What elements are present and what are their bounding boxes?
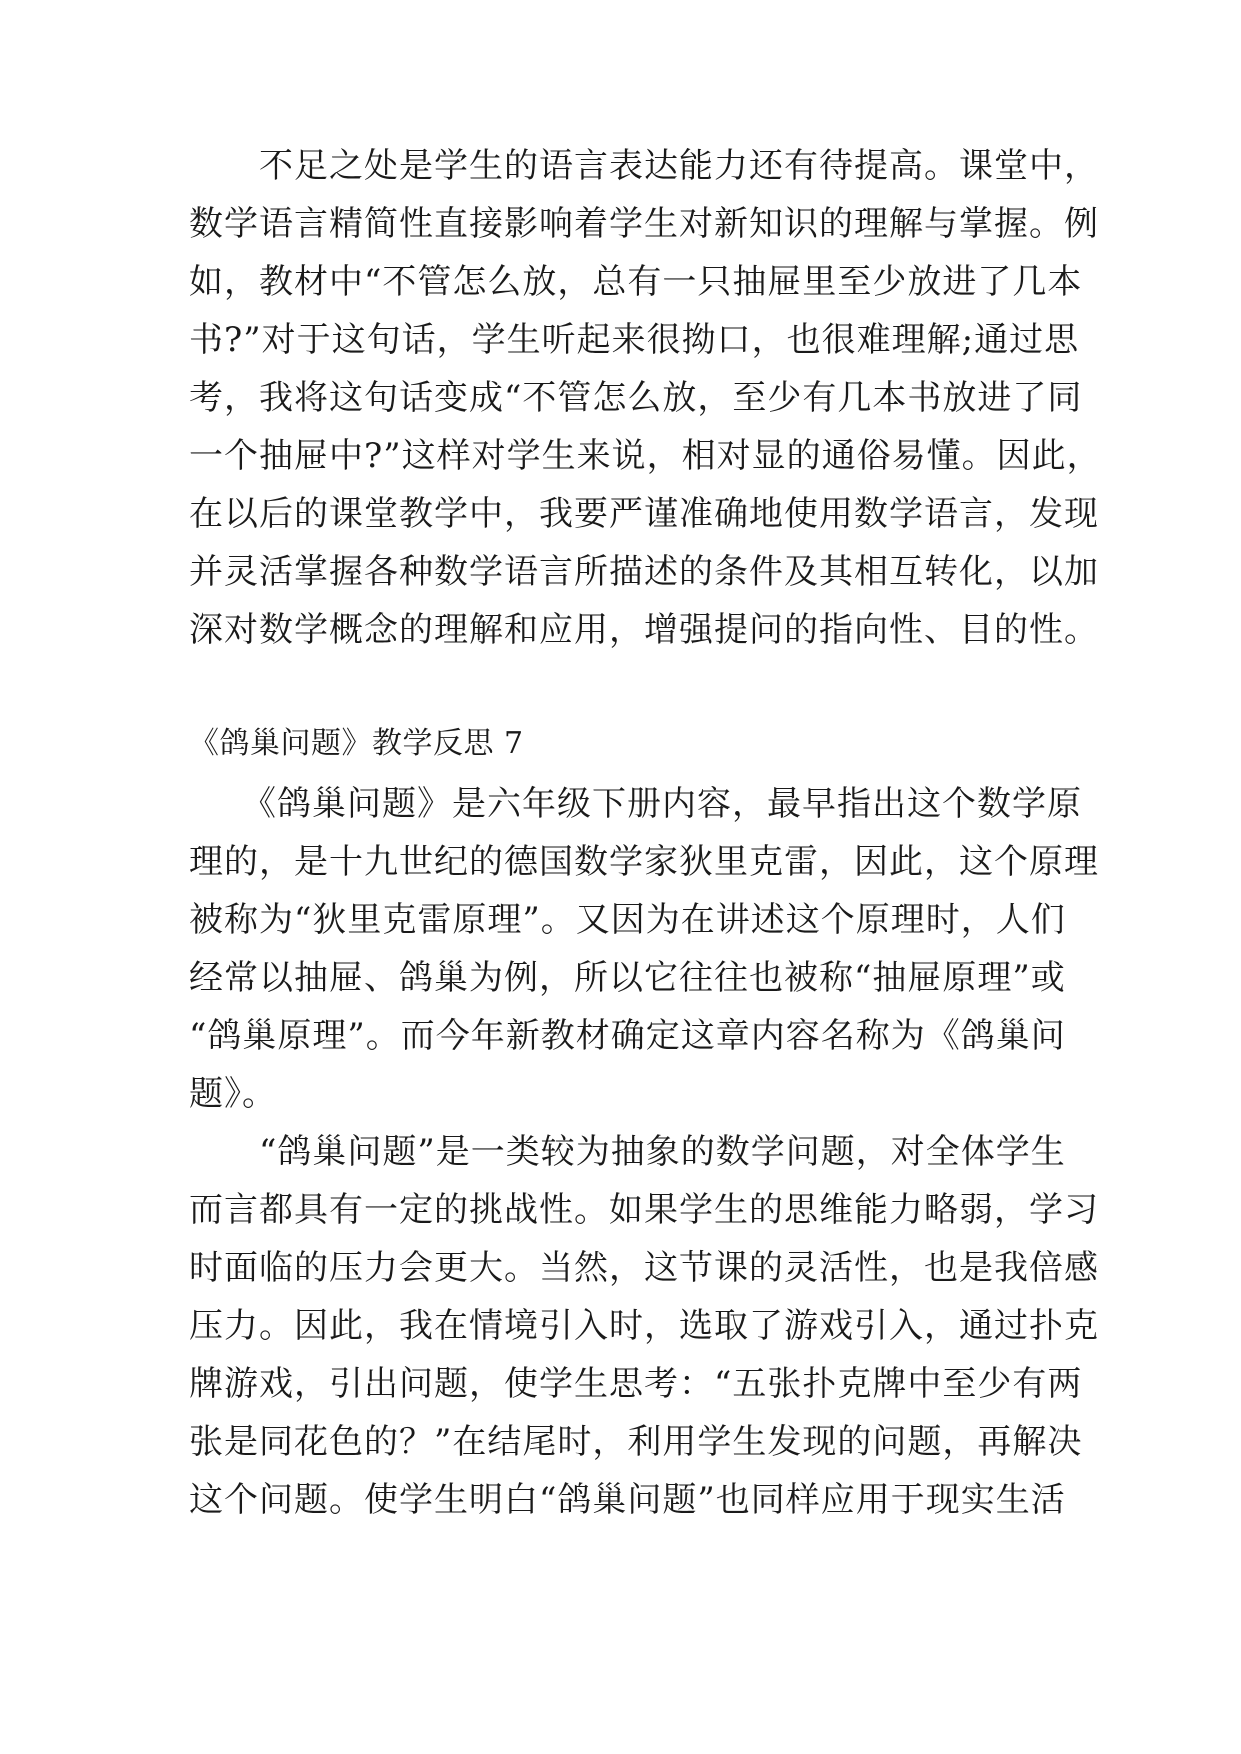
- text-line: 考，我将这句话变成“不管怎么放，至少有几本书放进了同: [189, 378, 1083, 418]
- section-title: 《鸽巢问题》教学反思 7: [189, 726, 524, 761]
- text-line: 时面临的压力会更大。当然，这节课的灵活性，也是我倍感: [189, 1248, 1099, 1288]
- text-line: 被称为“狄里克雷原理”。又因为在讲述这个原理时，人们: [189, 900, 1066, 940]
- text-line: 在以后的课堂教学中，我要严谨准确地使用数学语言，发现: [189, 494, 1099, 534]
- text-line: 数学语言精简性直接影响着学生对新知识的理解与掌握。例: [189, 204, 1099, 244]
- text-line: 深对数学概念的理解和应用，增强提问的指向性、目的性。: [189, 610, 1099, 650]
- text-line: 而言都具有一定的挑战性。如果学生的思维能力略弱，学习: [189, 1190, 1099, 1230]
- text-line: 这个问题。使学生明白“鸽巢问题”也同样应用于现实生活: [189, 1480, 1066, 1520]
- text-line: 一个抽屉中?”这样对学生来说，相对显的通俗易懂。因此，: [189, 436, 1102, 476]
- text-line: 经常以抽屉、鸽巢为例，所以它往往也被称“抽屉原理”或: [189, 958, 1066, 998]
- text-line: 书?”对于这句话，学生听起来很拗口，也很难理解;通过思: [189, 320, 1080, 360]
- text-line: 不足之处是学生的语言表达能力还有待提高。课堂中，: [189, 146, 1099, 186]
- text-line: 牌游戏，引出问题，使学生思考：“五张扑克牌中至少有两: [189, 1364, 1083, 1404]
- text-line: “鸽巢问题”是一类较为抽象的数学问题，对全体学生: [189, 1132, 1066, 1172]
- text-line: 题》。: [189, 1074, 277, 1114]
- text-line: 《鸽巢问题》是六年级下册内容，最早指出这个数学原: [189, 784, 1082, 824]
- text-line: 并灵活掌握各种数学语言所描述的条件及其相互转化，以加: [189, 552, 1099, 592]
- text-line: 张是同花色的？”在结尾时，利用学生发现的问题，再解决: [189, 1422, 1083, 1462]
- text-line: “鸽巢原理”。而今年新教材确定这章内容名称为《鸽巢问: [189, 1016, 1066, 1056]
- text-line: 如，教材中“不管怎么放，总有一只抽屉里至少放进了几本: [189, 262, 1083, 302]
- text-line: 理的，是十九世纪的德国数学家狄里克雷，因此，这个原理: [189, 842, 1099, 882]
- text-line: 压力。因此，我在情境引入时，选取了游戏引入，通过扑克: [189, 1306, 1099, 1346]
